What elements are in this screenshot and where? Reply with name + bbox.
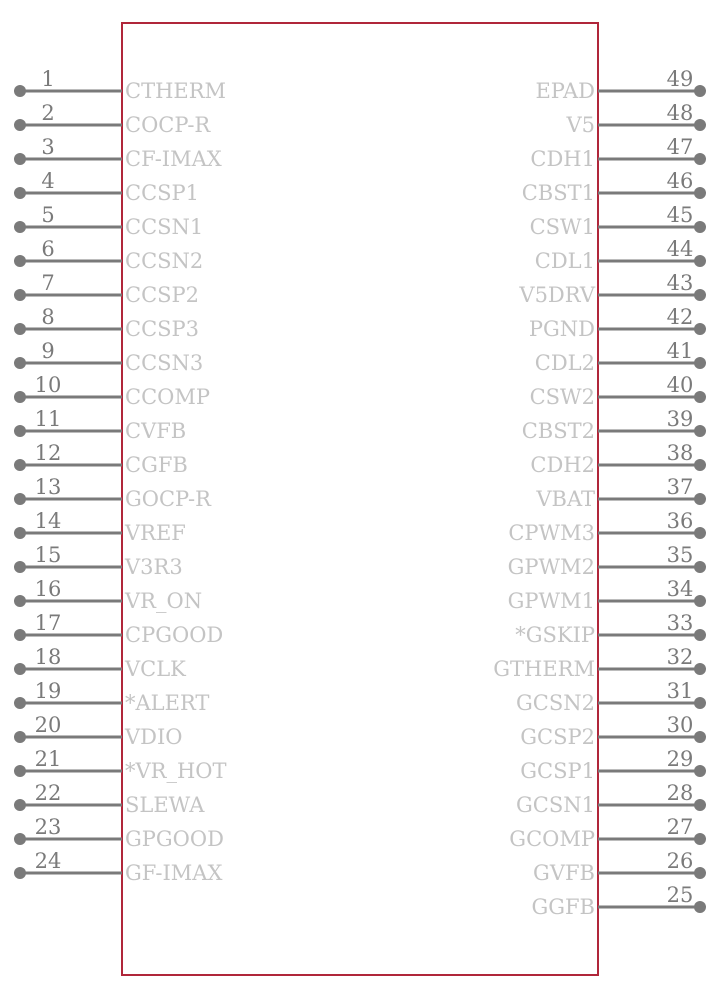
pin-14 [14,509,186,545]
pin-number: 47 [666,135,694,159]
pin-terminal-dot [14,697,26,709]
pin-2 [14,101,211,137]
pin-name-ggfb: GGFB [531,895,595,919]
pin-name-cdh1: CDH1 [530,147,595,171]
pin-terminal-dot [694,663,706,675]
pin-name-cocp-r: COCP-R [125,113,211,137]
pin-name-cdl1: CDL1 [534,249,595,273]
pin-terminal-dot [14,561,26,573]
pin-15 [14,543,183,579]
pin-number: 13 [34,475,62,499]
pin-terminal-dot [694,357,706,369]
pin-44 [535,237,706,273]
pin-35 [508,543,706,579]
pin-number: 22 [34,781,62,805]
pin-23 [14,815,224,851]
pin-26 [533,849,706,885]
pin-22 [14,781,205,817]
pin-number: 8 [41,305,55,329]
pin-terminal-dot [14,221,26,233]
pin-number: 1 [41,67,55,91]
pin-18 [14,645,186,681]
pin-number: 20 [34,713,62,737]
pin-number: 34 [666,577,694,601]
pin-47 [530,135,706,171]
pin-terminal-dot [14,493,26,505]
pin-number: 6 [41,237,55,261]
pin-name-cbst1: CBST1 [521,181,595,205]
pin-38 [530,441,706,477]
pin-terminal-dot [14,527,26,539]
pin-terminal-dot [14,765,26,777]
pin-number: 28 [666,781,694,805]
pin-name-v5drv: V5DRV [519,283,595,307]
pin-terminal-dot [14,595,26,607]
pin-name-ccsp2: CCSP2 [125,283,200,307]
pin-name-v5: V5 [566,113,595,137]
pin-13 [14,475,212,511]
pin-name-cbst2: CBST2 [521,419,595,443]
pin-number: 17 [34,611,62,635]
pin-11 [14,407,186,443]
pin-number: 23 [34,815,62,839]
pin-terminal-dot [694,459,706,471]
pin-10 [14,373,210,409]
pin-16 [14,577,202,613]
pin-17 [14,611,223,647]
pin-number: 33 [666,611,694,635]
pin-34 [508,577,706,613]
pin-name-cf-imax: CF-IMAX [125,147,222,171]
pin-terminal-dot [14,85,26,97]
pin-name-gtherm: GTHERM [493,657,595,681]
pin-name-gpwm1: GPWM1 [507,589,595,613]
pin-terminal-dot [694,391,706,403]
pin-6 [14,237,203,273]
pin-7 [14,271,199,307]
pin-terminal-dot [694,119,706,131]
pin-terminal-dot [694,799,706,811]
pin-name-vbat: VBAT [536,487,595,511]
pin-name-ccsn1: CCSN1 [125,215,204,239]
pin-terminal-dot [694,765,706,777]
pin-terminal-dot [14,425,26,437]
pin-terminal-dot [694,595,706,607]
pin-number: 35 [666,543,694,567]
pin-49 [535,67,706,103]
pin-name-vdio: VDIO [125,725,183,749]
pin-5 [14,203,203,239]
pin-number: 46 [666,169,694,193]
pin-terminal-dot [14,119,26,131]
pin-number: 36 [666,509,694,533]
pin-terminal-dot [694,187,706,199]
pin-25 [531,883,706,919]
pin-name-cgfb: CGFB [125,453,188,477]
pin-number: 31 [666,679,694,703]
left-pin-group [14,67,227,885]
pin-number: 25 [666,883,694,907]
pin-terminal-dot [14,323,26,335]
pin-number: 48 [666,101,694,125]
pin-name-gocp-r: GOCP-R [125,487,211,511]
pin-name-vr-hot: *VR_HOT [125,759,227,783]
pin-name-gcsn1: GCSN1 [516,793,595,817]
pin-name-ccsp1: CCSP1 [125,181,200,205]
pin-terminal-dot [694,867,706,879]
pin-number: 19 [34,679,62,703]
pin-number: 7 [41,271,55,295]
pin-27 [509,815,706,851]
pin-terminal-dot [694,493,706,505]
pin-36 [508,509,706,545]
pin-terminal-dot [14,153,26,165]
pin-terminal-dot [694,255,706,267]
pin-number: 40 [666,373,694,397]
pin-terminal-dot [694,85,706,97]
pin-8 [14,305,199,341]
pin-terminal-dot [14,289,26,301]
pin-29 [520,747,706,783]
pin-24 [14,849,222,885]
pin-name-vclk: VCLK [125,657,186,681]
pin-terminal-dot [14,459,26,471]
pin-number: 30 [666,713,694,737]
pin-33 [515,611,706,647]
pin-name-csw1: CSW1 [529,215,595,239]
pin-40 [530,373,706,409]
pin-name-gcsn2: GCSN2 [516,691,595,715]
pin-terminal-dot [694,731,706,743]
pin-terminal-dot [14,867,26,879]
pin-28 [516,781,706,817]
pin-terminal-dot [694,323,706,335]
pin-number: 24 [34,849,62,873]
pin-name-gcsp2: GCSP2 [520,725,595,749]
pin-name-csw2: CSW2 [529,385,595,409]
pin-name-gvfb: GVFB [533,861,595,885]
pin-terminal-dot [14,391,26,403]
pin-number: 4 [41,169,55,193]
pin-name-slewa: SLEWA [125,793,205,817]
pin-39 [522,407,706,443]
pin-number: 9 [41,339,55,363]
pin-number: 39 [666,407,694,431]
pin-terminal-dot [694,221,706,233]
pin-number: 15 [34,543,62,567]
pin-name-cvfb: CVFB [125,419,187,443]
pin-terminal-dot [694,289,706,301]
pin-name-pgnd: PGND [528,317,595,341]
pin-46 [522,169,706,205]
pin-terminal-dot [14,663,26,675]
pin-terminal-dot [14,357,26,369]
pin-number: 16 [34,577,62,601]
pin-number: 44 [666,237,694,261]
pin-name-vref: VREF [125,521,186,545]
pin-20 [14,713,183,749]
pin-terminal-dot [14,833,26,845]
pin-number: 29 [666,747,694,771]
pin-19 [14,679,209,715]
pin-number: 2 [41,101,55,125]
pin-name-vr-on: VR_ON [125,589,203,613]
pin-4 [14,169,199,205]
pin-terminal-dot [14,255,26,267]
pin-terminal-dot [694,901,706,913]
pin-terminal-dot [694,629,706,641]
pin-31 [516,679,706,715]
pin-number: 11 [34,407,62,431]
pin-32 [493,645,706,681]
pin-terminal-dot [694,561,706,573]
pin-name-cdl2: CDL2 [534,351,595,375]
pin-terminal-dot [694,153,706,165]
pin-terminal-dot [14,731,26,743]
pin-name-ctherm: CTHERM [125,79,227,103]
pin-21 [14,747,227,783]
pin-number: 12 [34,441,62,465]
pin-terminal-dot [14,187,26,199]
pin-number: 21 [34,747,62,771]
pin-name-cpwm3: CPWM3 [508,521,595,545]
pin-terminal-dot [694,697,706,709]
pin-9 [14,339,203,375]
pin-48 [565,101,706,137]
pin-terminal-dot [14,629,26,641]
pin-number: 18 [34,645,62,669]
pin-name-epad: EPAD [535,79,595,103]
pin-terminal-dot [694,833,706,845]
pin-12 [14,441,188,477]
pin-name-ccomp: CCOMP [125,385,210,409]
pin-number: 26 [666,849,694,873]
pin-45 [530,203,706,239]
pin-43 [518,271,706,307]
pin-42 [529,305,706,341]
pin-number: 5 [41,203,55,227]
pin-1 [14,67,226,103]
pin-number: 27 [666,815,694,839]
pin-name-gcsp1: GCSP1 [520,759,595,783]
pin-name-ccsn2: CCSN2 [125,249,204,273]
pin-terminal-dot [14,799,26,811]
pin-name-gcomp: GCOMP [509,827,595,851]
pin-number: 41 [666,339,694,363]
pin-number: 42 [666,305,694,329]
pin-37 [535,475,706,511]
pin-number: 49 [666,67,694,91]
pin-name-ccsp3: CCSP3 [125,317,200,341]
right-pin-group [493,67,706,919]
pin-name-cpgood: CPGOOD [125,623,224,647]
pin-3 [14,135,222,171]
pin-number: 38 [666,441,694,465]
pin-name-gskip: *GSKIP [515,623,595,647]
pin-terminal-dot [694,425,706,437]
pin-41 [535,339,706,375]
pin-number: 37 [666,475,694,499]
pin-number: 14 [34,509,62,533]
pin-terminal-dot [694,527,706,539]
pin-name-gpwm2: GPWM2 [507,555,595,579]
pin-30 [520,713,706,749]
pin-number: 45 [666,203,694,227]
pin-number: 43 [666,271,694,295]
pin-name-ccsn3: CCSN3 [125,351,204,375]
pin-name-v3r3: V3R3 [125,555,183,579]
pin-number: 3 [41,135,55,159]
pin-number: 10 [34,373,62,397]
pin-name-cdh2: CDH2 [530,453,595,477]
pin-name-gf-imax: GF-IMAX [125,861,223,885]
pin-number: 32 [666,645,694,669]
pin-name-alert: *ALERT [125,691,210,715]
pin-name-gpgood: GPGOOD [125,827,224,851]
